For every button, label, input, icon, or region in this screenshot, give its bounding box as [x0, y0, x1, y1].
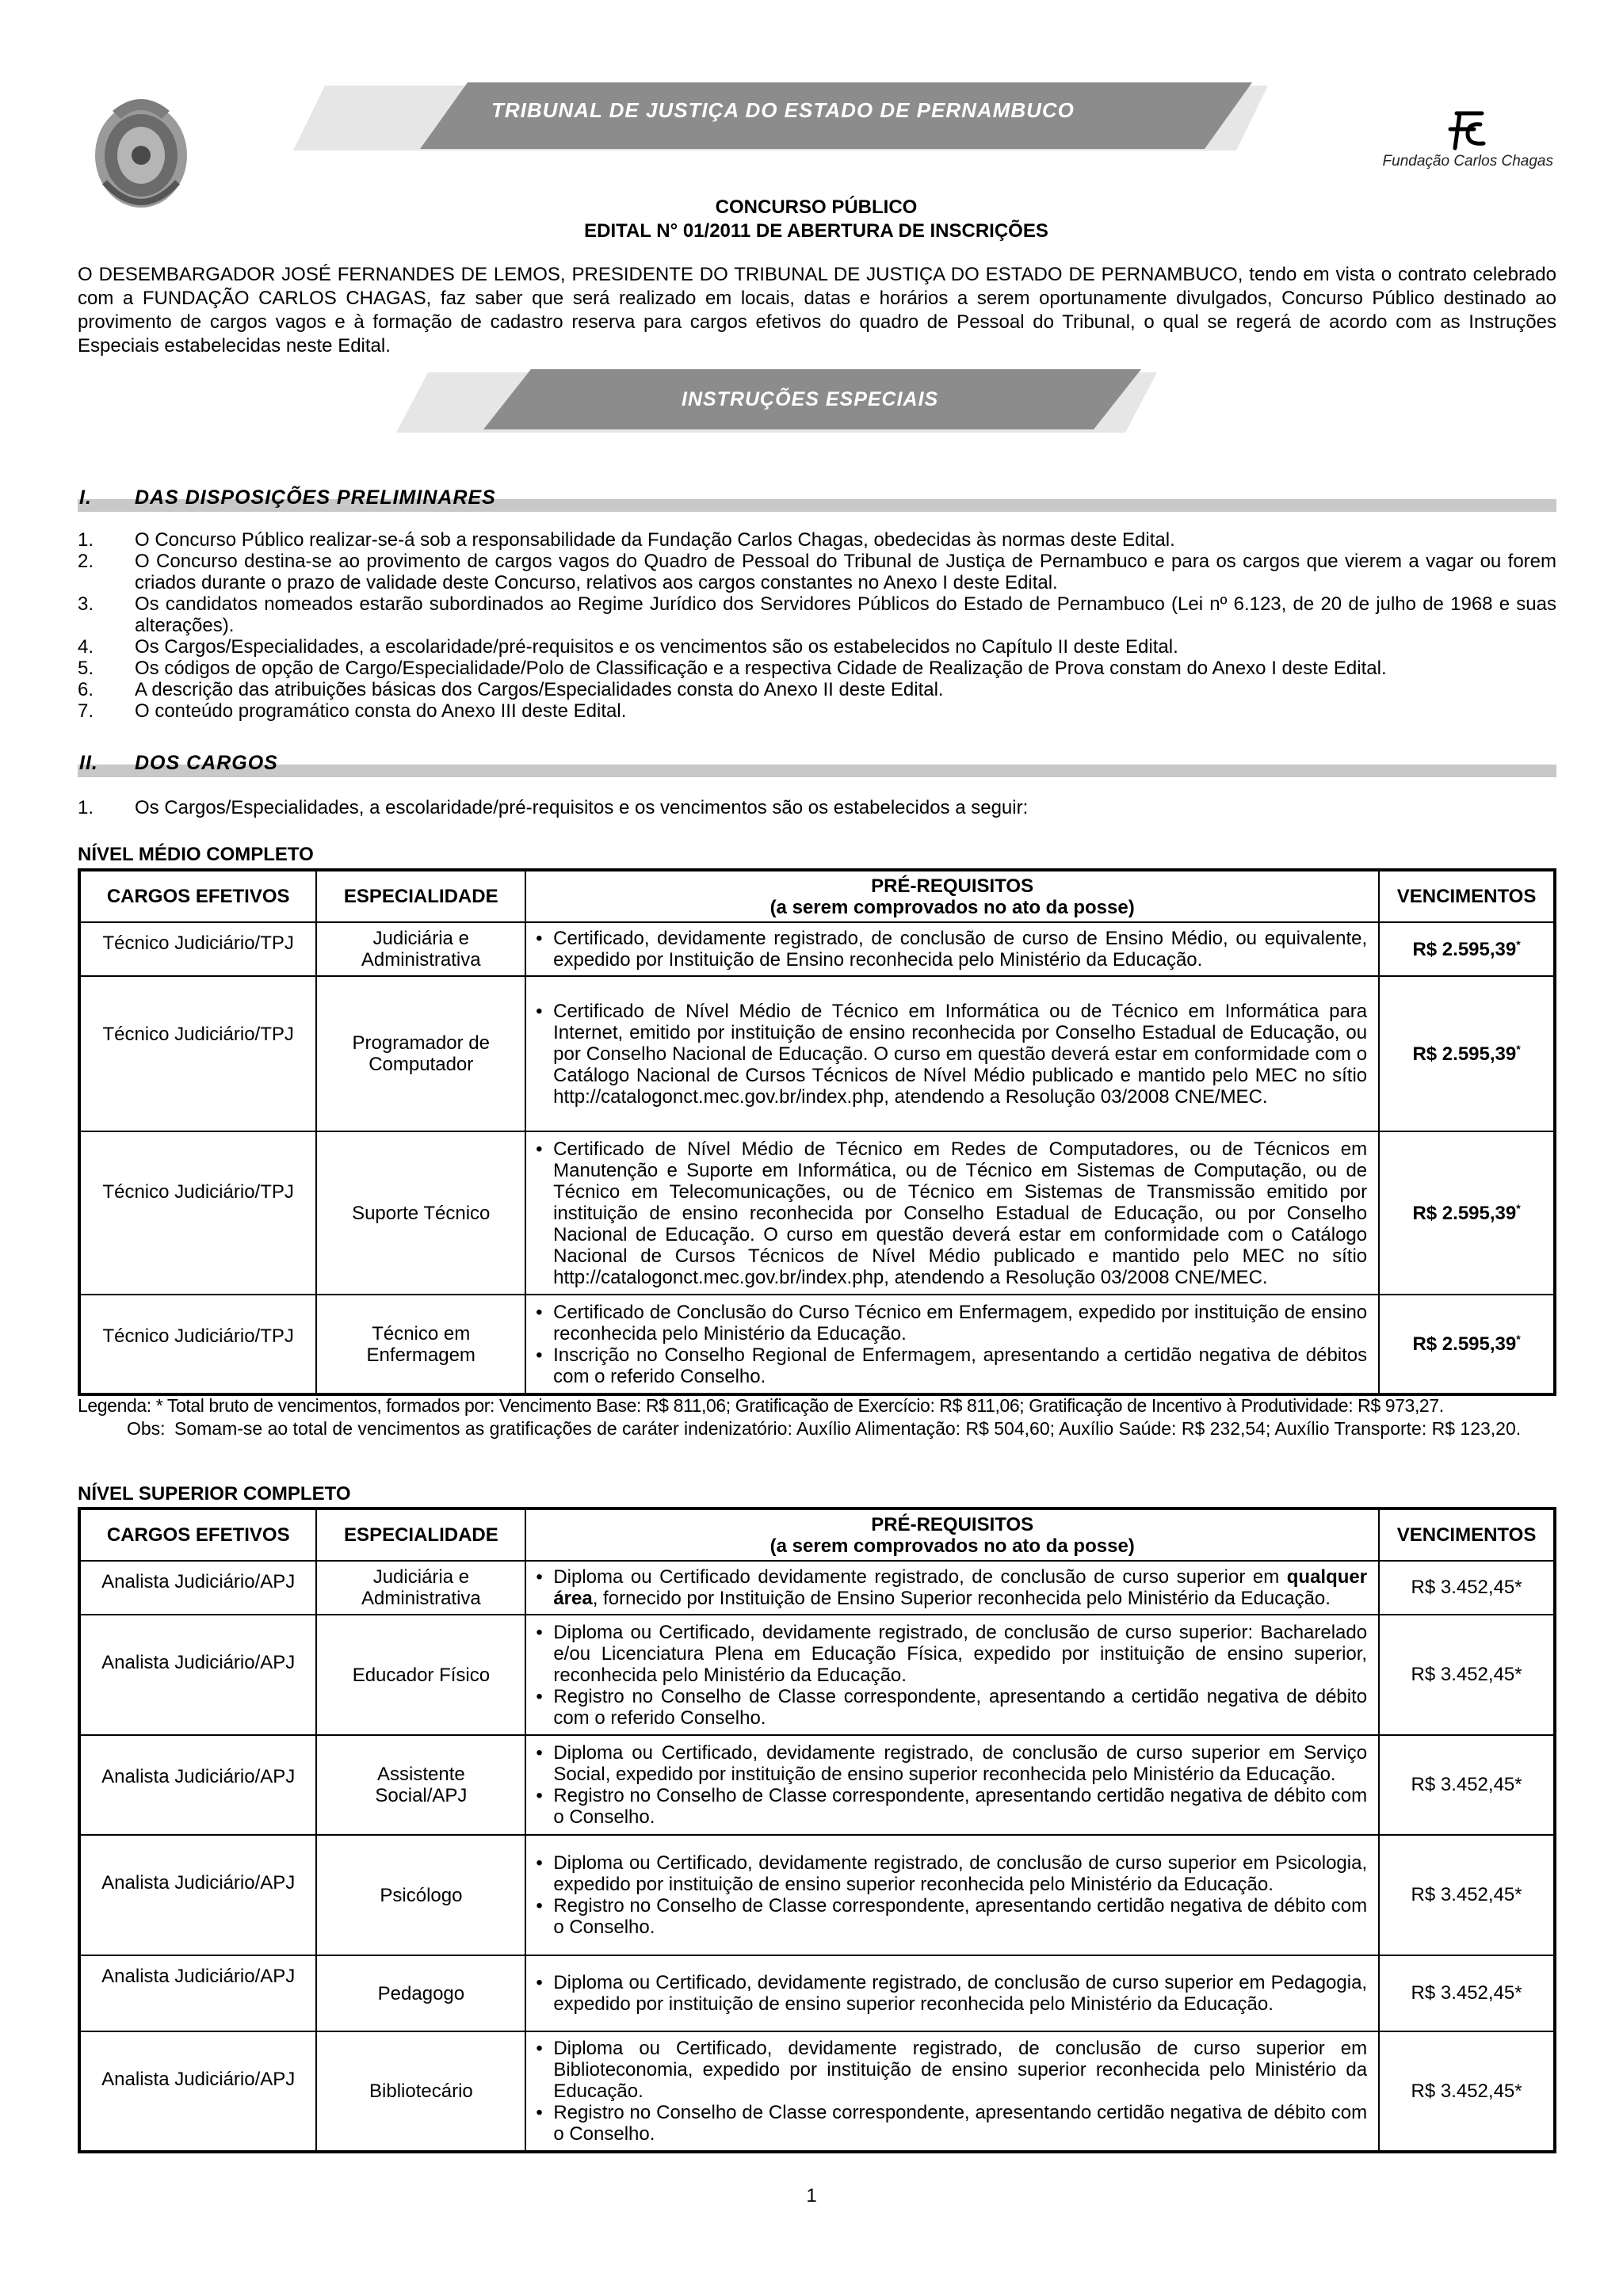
cargo-cell: Técnico Judiciário/TPJ [79, 1295, 316, 1394]
salary-value: R$ 3.452,45* [1411, 1982, 1522, 2004]
col-prereq-header: PRÉ-REQUISITOS (a serem comprovados no ato da posse) [525, 1508, 1379, 1561]
table-row [79, 976, 1555, 1131]
section-1-header [78, 486, 1556, 515]
salary-footnote-marker: * [1516, 1201, 1521, 1215]
cargo-cell: Técnico Judiciário/TPJ [79, 976, 316, 1131]
list-item-text: O conteúdo programático consta do Anexo III deste Edital. [135, 700, 627, 722]
salary-value: R$ 2.595,39 [1412, 1333, 1517, 1355]
section-1-list [78, 529, 1556, 722]
table-row [79, 2031, 1555, 2152]
col-vencimentos-header: VENCIMENTOS [1379, 870, 1555, 922]
section-1-number: I. [79, 486, 92, 509]
instructions-banner-title: INSTRUÇÕES ESPECIAIS [682, 388, 939, 410]
prereq-cell [525, 1835, 1379, 1955]
cargo-cell: Analista Judiciário/APJ [79, 1955, 316, 2031]
prereq-cell [525, 2031, 1379, 2152]
prereq-item: • Diploma ou Certificado, devidamente registrado, de conclusão de curso superior em Psicologia, expedido por instituição de ensino superior reconhecida pelo Ministério da Educação. [536, 1852, 1367, 1895]
table-row [79, 1955, 1555, 2031]
list-item-number: 6. [78, 679, 94, 700]
list-item-text: O Concurso destina-se ao provimento de cargos vagos do Quadro de Pessoal do Tribunal de Justiça de Pernambuco e para os cargos que vierem a vagar ou forem criados durante o prazo de validade deste Concurso, relativos aos cargos constantes no Anexo I deste Edital. [135, 551, 1556, 593]
salary-value: R$ 3.452,45* [1411, 1664, 1522, 1685]
fcc-logo-icon [1433, 107, 1504, 154]
prereq-item: • Registro no Conselho de Classe correspondente, apresentando certidão negativa de débito com o Conselho. [536, 1895, 1367, 1938]
list-item-number: 7. [78, 700, 94, 722]
document-title: CONCURSO PÚBLICO [715, 196, 918, 218]
prereq-emphasis: qualquer área [553, 1566, 1368, 1609]
list-item-number: 1. [78, 529, 94, 551]
prereq-item: • Certificado de Nível Médio de Técnico em Informática ou de Técnico em Informática para Internet, emitido por instituição de ensino reconhecida por Conselho Estadual de Educação, ou por Conselho Nacional de Educação. O curso em questão deverá estar em conformidade com o Catálogo Nacional de Cursos Técnicos de Nível Médio publicado e mantido pelo MEC no sítio http://catalogonct.mec.gov.br/index.php, atendendo a Resolução 03/2008 CNE/MEC. [536, 1001, 1367, 1108]
section-2-list [78, 797, 1556, 818]
prereq-item [536, 1566, 1367, 1609]
salary-footnote-marker: * [1516, 1333, 1521, 1345]
legend-note: Legenda: * Total bruto de vencimentos, formados por: Vencimento Base: R$ 811,06; Gratificação de Exercício: R$ 811,06; Gratificação de Incentivo à Produtividade: R$ 973,27. [78, 1395, 1444, 1416]
salary-cell [1379, 922, 1555, 976]
table-row [79, 1295, 1555, 1394]
prereq-cell [525, 922, 1379, 976]
salary-value: R$ 2.595,39 [1412, 1202, 1517, 1224]
superior-table [78, 1507, 1556, 2153]
page-number: 1 [806, 2185, 817, 2206]
section-2-bar [78, 765, 1556, 777]
prereq-item: • Diploma ou Certificado, devidamente registrado, de conclusão de curso superior em Biblioteconomia, expedido por instituição de ensino superior reconhecida pelo Ministério da Educação. [536, 2038, 1367, 2102]
list-item-number: 3. [78, 593, 94, 615]
cargo-cell: Analista Judiciário/APJ [79, 1835, 316, 1955]
coat-of-arms-logo [89, 87, 193, 214]
salary-cell [1379, 1615, 1555, 1735]
list-item [78, 551, 1556, 593]
salary-cell [1379, 1955, 1555, 2031]
especialidade-cell: Pedagogo [316, 1955, 525, 2031]
col-cargos-header: CARGOS EFETIVOS [79, 1508, 316, 1561]
table-row [79, 1735, 1555, 1835]
list-item [78, 658, 1556, 679]
salary-value: R$ 2.595,39 [1412, 1043, 1517, 1065]
salary-cell [1379, 1835, 1555, 1955]
prereq-item: • Registro no Conselho de Classe correspondente, apresentando certidão negativa de débito com o Conselho. [536, 1785, 1367, 1828]
prereq-item: • Certificado de Nível Médio de Técnico em Redes de Computadores, ou de Técnicos em Manutenção e Suporte em Informática, ou de Técnico em Sistemas de Computação, ou de Técnico em Telecomunicações, ou de Técnico em Sistemas de Transmissão emitido por instituição de ensino reconhecida por Conselho Estadual de Educação, ou por Conselho Nacional de Educação. O curso em questão deverá estar em conformidade com o Catálogo Nacional de Cursos Técnicos de Nível Médio publicado e mantido pelo MEC no sítio http://catalogonct.mec.gov.br/index.php, atendendo a Resolução 03/2008 CNE/MEC. [536, 1138, 1367, 1288]
list-item-text: O Concurso Público realizar-se-á sob a responsabilidade da Fundação Carlos Chagas, obedecidas às normas deste Edital. [135, 529, 1175, 551]
list-item [78, 636, 1556, 658]
especialidade-cell: Judiciária e Administrativa [316, 1561, 525, 1615]
especialidade-cell: Técnico em Enfermagem [316, 1295, 525, 1394]
especialidade-cell: Psicólogo [316, 1835, 525, 1955]
table-row [79, 1615, 1555, 1735]
list-item-text: Os códigos de opção de Cargo/Especialidade/Polo de Classificação e a respectiva Cidade de Realização de Prova constam do Anexo I deste Edital. [135, 658, 1387, 679]
prereq-item: • Diploma ou Certificado, devidamente registrado, de conclusão de curso superior em Pedagogia, expedido por instituição de ensino superior reconhecida pelo Ministério da Educação. [536, 1972, 1367, 2015]
salary-footnote-marker: * [1516, 937, 1521, 951]
table-row [79, 922, 1555, 976]
prereq-item: • Registro no Conselho de Classe correspondente, apresentando a certidão negativa de débito com o referido Conselho. [536, 1686, 1367, 1729]
prereq-cell [525, 1615, 1379, 1735]
salary-cell [1379, 2031, 1555, 2152]
prereq-cell [525, 1295, 1379, 1394]
list-item [78, 700, 1556, 722]
prereq-item: • Registro no Conselho de Classe correspondente, apresentando certidão negativa de débito com o Conselho. [536, 2102, 1367, 2145]
salary-cell [1379, 1131, 1555, 1295]
especialidade-cell: Suporte Técnico [316, 1131, 525, 1295]
especialidade-cell: Bibliotecário [316, 2031, 525, 2152]
prereq-cell [525, 976, 1379, 1131]
cargo-cell: Técnico Judiciário/TPJ [79, 922, 316, 976]
prereq-cell [525, 1735, 1379, 1835]
obs-note [127, 1417, 1556, 1440]
obs-text: Somam-se ao total de vencimentos as gratificações de caráter indenizatório: Auxílio Alimentação: R$ 504,60; Auxílio Saúde: R$ 232,54; Auxílio Transporte: R$ 123,20. [174, 1418, 1522, 1439]
cargo-cell: Analista Judiciário/APJ [79, 1561, 316, 1615]
obs-label: Obs: [127, 1418, 166, 1439]
intro-paragraph: O DESEMBARGADOR JOSÉ FERNANDES DE LEMOS, PRESIDENTE DO TRIBUNAL DE JUSTIÇA DO ESTADO DE PERNAMBUCO, tendo em vista o contrato celebrado com a FUNDAÇÃO CARLOS CHAGAS, faz saber que será realizado em locais, datas e horários a serem oportunamente divulgados, Concurso Público destinado ao provimento de cargos vagos e à formação de cadastro reserva para cargos efetivos do quadro de Pessoal do Tribunal, o qual se regerá de acordo com as Instruções Especiais estabelecidas neste Edital. [78, 264, 1556, 357]
especialidade-cell: Educador Físico [316, 1615, 525, 1735]
list-item [78, 679, 1556, 700]
list-item [78, 797, 1556, 818]
list-item [78, 593, 1556, 636]
level-medio-label: NÍVEL MÉDIO COMPLETO [78, 844, 314, 865]
list-item-number: 2. [78, 551, 94, 572]
list-item [78, 529, 1556, 551]
list-item-text: Os candidatos nomeados estarão subordinados ao Regime Jurídico dos Servidores Públicos do Estado de Pernambuco (Lei nº 6.123, de 20 de julho de 1968 e suas alterações). [135, 593, 1556, 636]
salary-value: R$ 3.452,45* [1411, 2080, 1522, 2102]
level-superior-label: NÍVEL SUPERIOR COMPLETO [78, 1483, 351, 1505]
list-item-text: Os Cargos/Especialidades, a escolaridade/pré-requisitos e os vencimentos são os estabelecidos a seguir: [135, 797, 1029, 818]
prereq-item: • Diploma ou Certificado, devidamente registrado, de conclusão de curso superior em Serviço Social, expedido por instituição de ensino superior reconhecida pelo Ministério da Educação. [536, 1742, 1367, 1785]
cargo-cell: Analista Judiciário/APJ [79, 2031, 316, 2152]
prereq-item: • Diploma ou Certificado, devidamente registrado, de conclusão de curso superior: Bacharelado e/ou Licenciatura Plena em Educação Física, expedido por instituição de ensino superior, reconhecida pelo Ministério da Educação. [536, 1622, 1367, 1686]
section-2-title: DOS CARGOS [135, 752, 278, 774]
salary-cell [1379, 1295, 1555, 1394]
list-item-number: 4. [78, 636, 94, 658]
section-2-header [78, 752, 1556, 780]
col-cargos-header: CARGOS EFETIVOS [79, 870, 316, 922]
col-especialidade-header: ESPECIALIDADE [316, 870, 525, 922]
fcc-logo-name: Fundação Carlos Chagas [1382, 153, 1553, 170]
col-prereq-header: PRÉ-REQUISITOS (a serem comprovados no ato da posse) [525, 870, 1379, 922]
cargo-cell: Analista Judiciário/APJ [79, 1615, 316, 1735]
prereq-item: • Certificado, devidamente registrado, de conclusão de curso de Ensino Médio, ou equivalente, expedido por Instituição de Ensino reconhecida pelo Ministério da Educação. [536, 928, 1367, 971]
prereq-text: Diploma ou Certificado devidamente registrado, de conclusão de curso superior em [553, 1566, 1287, 1588]
salary-value: R$ 3.452,45* [1411, 1577, 1522, 1598]
prereq-cell [525, 1131, 1379, 1295]
list-item-number: 1. [78, 797, 94, 818]
table-row [79, 1131, 1555, 1295]
salary-value: R$ 2.595,39 [1412, 938, 1517, 960]
salary-cell [1379, 1561, 1555, 1615]
especialidade-cell: Assistente Social/APJ [316, 1735, 525, 1835]
especialidade-cell: Judiciária e Administrativa [316, 922, 525, 976]
cargo-cell: Técnico Judiciário/TPJ [79, 1131, 316, 1295]
prereq-cell [525, 1955, 1379, 2031]
col-especialidade-header: ESPECIALIDADE [316, 1508, 525, 1561]
prereq-item: • Certificado de Conclusão do Curso Técnico em Enfermagem, expedido por instituição de ensino reconhecida pelo Ministério da Educação. [536, 1302, 1367, 1344]
list-item-number: 5. [78, 658, 94, 679]
especialidade-cell: Programador de Computador [316, 976, 525, 1131]
section-2-number: II. [79, 752, 98, 774]
prereq-item: • Inscrição no Conselho Regional de Enfermagem, apresentando a certidão negativa de débitos com o referido Conselho. [536, 1344, 1367, 1387]
court-banner-title: TRIBUNAL DE JUSTIÇA DO ESTADO DE PERNAMBUCO [491, 98, 1075, 122]
table-row [79, 1835, 1555, 1955]
cargo-cell: Analista Judiciário/APJ [79, 1735, 316, 1835]
prereq-text: , fornecido por Instituição de Ensino Superior reconhecida pelo Ministério da Educação. [592, 1588, 1331, 1609]
prereq-cell [525, 1561, 1379, 1615]
col-vencimentos-header: VENCIMENTOS [1379, 1508, 1555, 1561]
salary-value: R$ 3.452,45* [1411, 1884, 1522, 1905]
list-item-text: A descrição das atribuições básicas dos Cargos/Especialidades consta do Anexo II deste Edital. [135, 679, 944, 700]
list-item-text: Os Cargos/Especialidades, a escolaridade/pré-requisitos e os vencimentos são os estabelecidos no Capítulo II deste Edital. [135, 636, 1178, 658]
salary-cell [1379, 1735, 1555, 1835]
salary-value: R$ 3.452,45* [1411, 1774, 1522, 1795]
table-row [79, 1561, 1555, 1615]
section-1-title: DAS DISPOSIÇÕES PRELIMINARES [135, 486, 496, 509]
medio-table [78, 868, 1556, 1396]
salary-cell [1379, 976, 1555, 1131]
edital-title: EDITAL N° 01/2011 DE ABERTURA DE INSCRIÇÕES [584, 220, 1048, 242]
salary-footnote-marker: * [1516, 1042, 1521, 1055]
